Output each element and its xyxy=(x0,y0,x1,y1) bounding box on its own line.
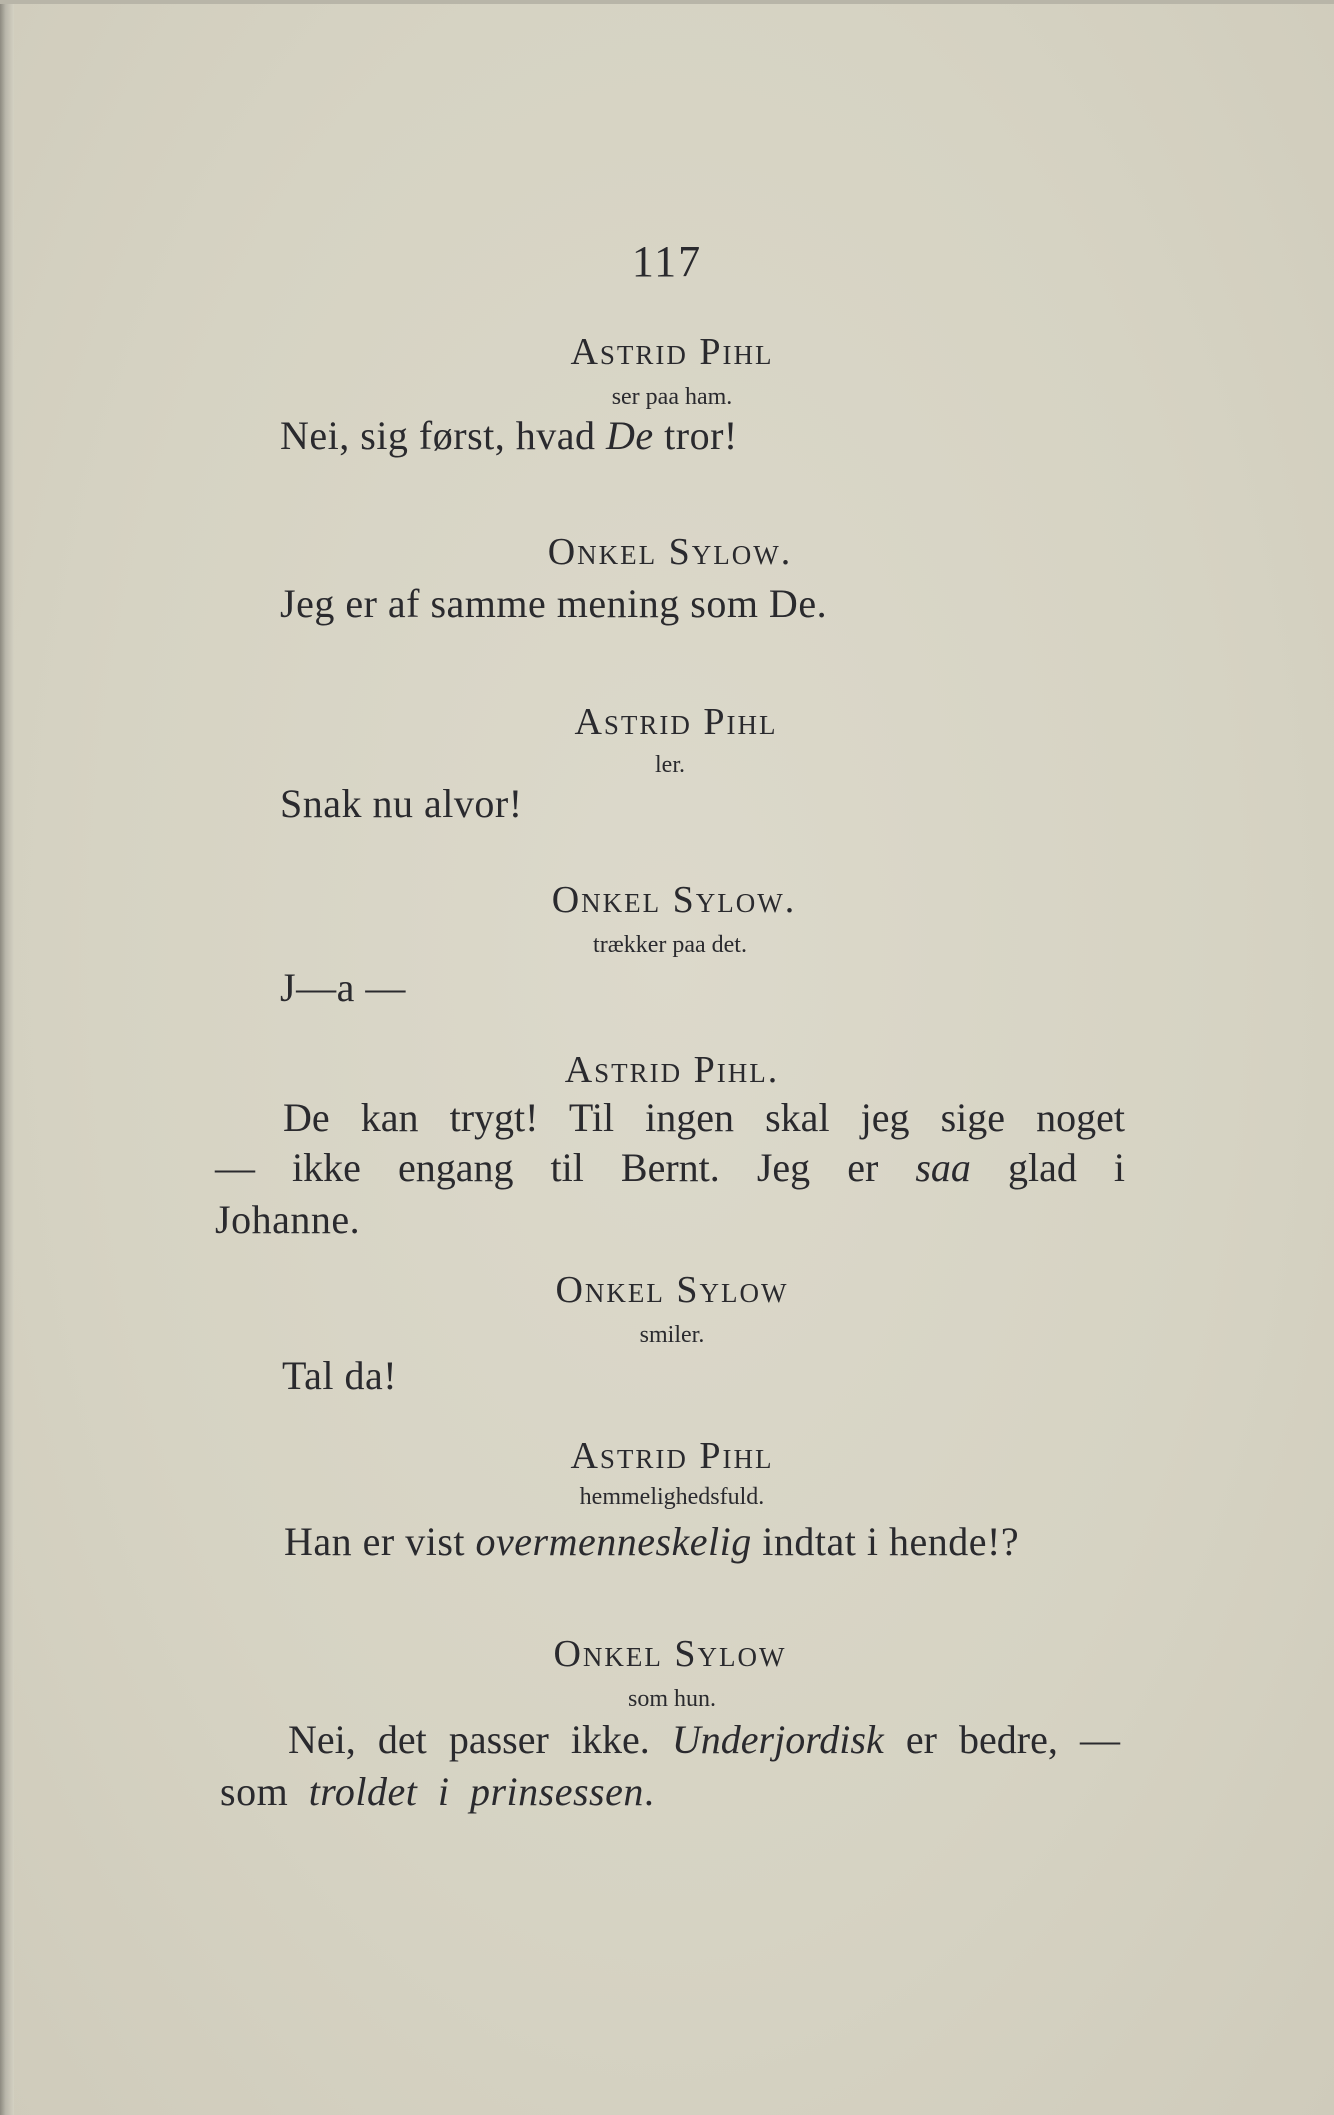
dialogue-emphasis: De xyxy=(606,413,654,458)
dialogue-text: Johanne. xyxy=(215,1197,361,1242)
dialogue-text: tror! xyxy=(653,413,738,458)
speaker-name: Astrid Pihl xyxy=(574,701,778,743)
stage-direction: ser paa ham. xyxy=(611,384,733,410)
dialogue-text: — ikke engang til Bernt. Jeg er xyxy=(215,1145,916,1190)
dialogue-text: De kan trygt! Til ingen skal jeg sige noget xyxy=(283,1095,1125,1140)
dialogue-text: som xyxy=(220,1769,309,1814)
stage-direction: hemmelighedsfuld. xyxy=(579,1484,765,1510)
speaker-name: Onkel Sylow xyxy=(553,1633,787,1675)
dialogue-line xyxy=(220,1768,654,1815)
dialogue-emphasis: overmenneskelig xyxy=(475,1519,752,1564)
speaker-name: Onkel Sylow xyxy=(555,1269,789,1311)
dialogue-text: Han er vist xyxy=(284,1519,476,1564)
dialogue-text: J—a — xyxy=(280,965,406,1010)
dialogue-text: indtat i hende!? xyxy=(751,1519,1020,1564)
dialogue-emphasis: saa xyxy=(915,1145,971,1190)
dialogue-text: Nei, det passer ikke. xyxy=(288,1717,672,1762)
dialogue-text: er bedre, — xyxy=(883,1717,1120,1762)
dialogue-line xyxy=(215,1144,1125,1191)
speaker-name: Astrid Pihl xyxy=(570,1435,774,1477)
dialogue-text: Tal da! xyxy=(282,1353,398,1398)
stage-direction: som hun. xyxy=(627,1686,716,1712)
dialogue-line xyxy=(280,412,738,459)
speaker-name: Astrid Pihl xyxy=(570,331,774,373)
dialogue-line xyxy=(280,780,523,827)
speaker-name: Astrid Pihl. xyxy=(564,1049,780,1091)
speaker-name: Onkel Sylow. xyxy=(547,531,793,573)
stage-direction: trækker paa det. xyxy=(593,932,747,958)
page-number: 117 xyxy=(631,237,703,286)
dialogue-line xyxy=(282,1352,397,1399)
page-top-edge xyxy=(0,0,1334,4)
dialogue-text: . xyxy=(643,1769,655,1814)
speaker-name: Onkel Sylow. xyxy=(551,879,797,921)
page-binding-edge xyxy=(0,0,14,2115)
dialogue-line xyxy=(280,964,406,1011)
dialogue-emphasis: Underjordisk xyxy=(671,1717,884,1762)
dialogue-text: Snak nu alvor! xyxy=(280,781,523,826)
dialogue-text: Nei, sig først, hvad xyxy=(280,413,607,458)
dialogue-text: Jeg er af samme mening som De. xyxy=(280,581,828,626)
dialogue-line xyxy=(215,1196,360,1243)
dialogue-emphasis: troldet i prinsessen xyxy=(308,1769,644,1814)
dialogue-line xyxy=(280,580,827,627)
dialogue-line xyxy=(284,1518,1019,1565)
stage-direction: smiler. xyxy=(639,1322,705,1348)
dialogue-line xyxy=(288,1716,1120,1763)
dialogue-text: glad i xyxy=(970,1145,1126,1190)
stage-direction: ler. xyxy=(655,752,685,778)
dialogue-line xyxy=(283,1094,1125,1141)
